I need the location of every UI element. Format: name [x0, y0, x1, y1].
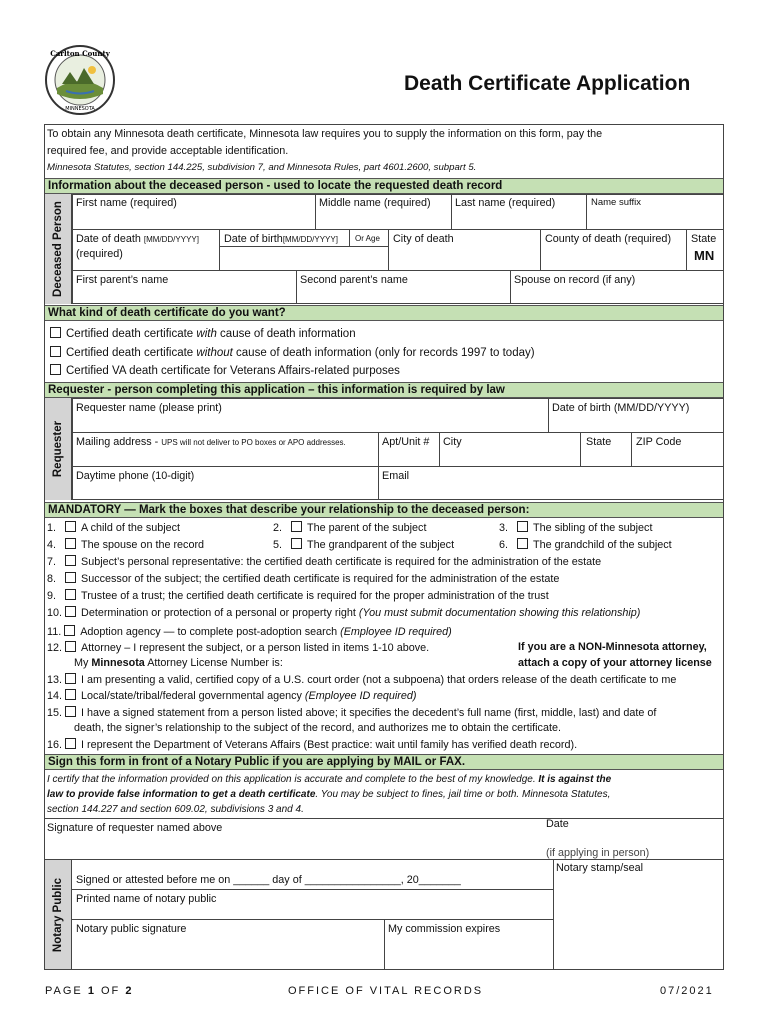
certify-line-1 [47, 774, 611, 786]
date-of-death-label [76, 233, 199, 245]
checkbox[interactable] [65, 538, 76, 549]
item-num: 13. [47, 674, 63, 686]
cert2-a: law to provide false information to get a death certificate [47, 789, 316, 800]
relationship-item-10[interactable] [47, 606, 640, 619]
checkbox[interactable] [65, 572, 76, 583]
cert1-a: I certify that the information provided on this application is accurate and complete to the best of my knowledge. [47, 774, 539, 785]
cert2-b: . You may be subject to fines, jail time or both. Minnesota Statutes, [315, 789, 611, 800]
dod-format: [MM/DD/YYYY] [143, 235, 199, 244]
relationship-item-4[interactable] [47, 538, 204, 551]
item-text: Adoption agency — to complete post-adoption search [80, 626, 341, 638]
name-suffix-label: Name suffix [591, 197, 641, 208]
checkbox[interactable] [65, 706, 76, 717]
date-of-birth-label [224, 233, 338, 245]
commission-label[interactable]: My commission expires [388, 923, 501, 935]
checkbox[interactable] [50, 327, 61, 338]
item-em: (You must submit documentation showing this relationship) [358, 607, 641, 619]
state-value: MN [694, 248, 715, 263]
date-label: Date [546, 818, 569, 830]
county-of-death-label: County of death (required) [545, 233, 672, 245]
apt-label: Apt/Unit # [382, 436, 430, 448]
page-prefix: PAGE [45, 985, 88, 997]
signature-field[interactable] [45, 820, 545, 858]
svg-text:MINNESOTA: MINNESOTA [65, 106, 95, 112]
certify-line-3: section 144.227 and section 609.02, subdivisions 3 and 4. [47, 804, 304, 815]
opt2-em: without [196, 347, 233, 359]
checkbox[interactable] [517, 521, 528, 532]
item-text: Subject’s personal representative: the certified death certificate is required for the administration of the estate [81, 556, 602, 568]
notary-signed-line[interactable]: Signed or attested before me on ______ day of ________________, 20_______ [76, 874, 461, 886]
item-num: 10. [47, 607, 63, 619]
checkbox[interactable] [517, 538, 528, 549]
item-num: 6. [499, 539, 509, 551]
relationship-item-1[interactable] [47, 521, 180, 534]
notary-stamp-label: Notary stamp/seal [556, 862, 644, 874]
relationship-item-11[interactable] [47, 625, 452, 638]
page-title: Death Certificate Application [404, 72, 691, 95]
opt2-text: Certified death certificate [66, 347, 197, 359]
checkbox[interactable] [65, 555, 76, 566]
opt2-text-b: cause of death information (only for records 1997 to today) [232, 347, 535, 359]
relationship-item-8[interactable] [47, 572, 559, 585]
item-num: 3. [499, 522, 509, 534]
opt1-text-b: cause of death information [216, 328, 356, 340]
opt3-text: Certified VA death certificate for Veterans Affairs-related purposes [66, 365, 400, 377]
item-text: The sibling of the subject [533, 522, 653, 534]
certificate-type-heading: What kind of death certificate do you want? [45, 305, 723, 321]
item-num: 2. [273, 522, 283, 534]
mandatory-heading: MANDATORY — Mark the boxes that describe your relationship to the deceased person: [45, 502, 723, 518]
item-text: The grandchild of the subject [533, 539, 672, 551]
relationship-item-9[interactable] [47, 589, 549, 602]
dob-format: [MM/DD/YYYY] [282, 235, 338, 244]
deceased-side-label [45, 194, 72, 304]
in-person-note: (if applying in person) [546, 847, 650, 859]
notary-signature-label[interactable]: Notary public signature [76, 923, 187, 935]
carlton-county-seal-logo [44, 44, 116, 116]
opt1-text: Certified death certificate [66, 328, 197, 340]
page-number [45, 985, 133, 998]
attorney-note-1: If you are a NON-Minnesota attorney, [518, 641, 707, 653]
item-num: 9. [47, 590, 57, 602]
cert1-b: It is against the [538, 774, 612, 785]
item-num: 12. [47, 642, 63, 654]
dod-text: Date of death [76, 233, 141, 245]
last-name-label: Last name (required) [455, 197, 556, 209]
checkbox[interactable] [64, 625, 75, 636]
state-label: State [691, 233, 717, 245]
item-text: Local/state/tribal/federal governmental agency [81, 690, 305, 702]
item-num: 4. [47, 539, 57, 551]
item-text: Attorney – I represent the subject, or a person listed in items 1-10 above. [81, 642, 430, 654]
item-num: 7. [47, 556, 57, 568]
item-text: Determination or protection of a personal or property right [81, 607, 359, 619]
dod-required: (required) [76, 248, 123, 260]
item-text: A child of the subject [81, 522, 181, 534]
notary-printed-name-label[interactable]: Printed name of notary public [76, 893, 217, 905]
mailing-address-label [76, 436, 346, 448]
checkbox[interactable] [65, 738, 76, 749]
relationship-item-12[interactable] [47, 641, 429, 654]
requester-dob-label: Date of birth (MM/DD/YYYY) [552, 402, 690, 414]
item-text: The parent of the subject [307, 522, 427, 534]
revision-date: 07/2021 [660, 985, 714, 997]
mailing-text: Mailing address - [76, 436, 162, 448]
dob-divider [219, 246, 389, 247]
deceased-side-text: Deceased Person [52, 201, 64, 297]
dob-text: Date of birth [224, 233, 283, 245]
deceased-section-heading: Information about the deceased person - used to locate the requested death record [45, 178, 723, 194]
item-text: Successor of the subject; the certified death certificate is required for the administration of the estate [81, 573, 560, 585]
notary-side-label [45, 860, 72, 969]
checkbox[interactable] [65, 521, 76, 532]
relationship-item-5[interactable] [273, 538, 454, 551]
signature-heading: Sign this form in front of a Notary Public if you are applying by MAIL or FAX. [45, 754, 723, 770]
notary-column-divider [384, 919, 385, 969]
attorney-note-2: attach a copy of your attorney license [518, 657, 712, 669]
requester-state-label: State [586, 436, 612, 448]
email-field[interactable] [378, 466, 724, 500]
page-total: 2 [125, 985, 134, 997]
option-with-cause[interactable] [50, 327, 356, 341]
middle-name-label: Middle name (required) [319, 197, 431, 209]
zip-label: ZIP Code [636, 436, 682, 448]
notary-row-divider-1 [72, 889, 554, 890]
checkbox[interactable] [65, 673, 76, 684]
intro-statute: Minnesota Statutes, section 144.225, subdivision 7, and Minnesota Rules, part 4601.2600, subpart 5. [47, 162, 477, 173]
notary-row-divider-2 [72, 919, 554, 920]
option-va[interactable] [50, 364, 400, 378]
relationship-item-15[interactable] [47, 706, 656, 719]
item-num: 5. [273, 539, 283, 551]
item-text: I am presenting a valid, certified copy of a U.S. court order (not a subpoena) that orders release of the death certificate to me [81, 674, 677, 686]
checkbox[interactable] [50, 346, 61, 357]
item-text: The grandparent of the subject [307, 539, 455, 551]
mailing-note: UPS will not deliver to PO boxes or APO addresses. [161, 438, 346, 447]
relationship-item-16[interactable] [47, 738, 577, 751]
or-age-label: Or Age [355, 234, 380, 243]
requester-side-text: Requester [52, 420, 64, 478]
notary-side-text: Notary Public [52, 877, 64, 952]
relationship-item-2[interactable] [273, 521, 426, 534]
page-num: 1 [87, 985, 96, 997]
first-parent-label: First parent’s name [76, 274, 169, 286]
page-of: OF [95, 985, 126, 997]
notary-stamp-area [553, 859, 724, 970]
opt1-em: with [196, 328, 217, 340]
item-num: 14. [47, 690, 63, 702]
item-text: Trustee of a trust; the certified death certificate is required for the proper administration of the trust [81, 590, 549, 602]
option-without-cause[interactable] [50, 346, 535, 360]
second-parent-label: Second parent’s name [300, 274, 408, 286]
checkbox[interactable] [291, 521, 302, 532]
item-text: I have a signed statement from a person listed above; it specifies the decedent’s full name (first, middle, last) and date of [81, 707, 657, 719]
item-15-line-2: death, the signer’s relationship to the subject of the record, and authorizes me to obtain the certificate. [74, 722, 561, 734]
item-em: (Employee ID required) [340, 626, 452, 638]
requester-side-label [45, 398, 72, 500]
relationship-item-13[interactable] [47, 673, 676, 686]
signature-label: Signature of requester named above [47, 822, 223, 834]
checkbox[interactable] [65, 589, 76, 600]
checkbox[interactable] [50, 364, 61, 375]
relationship-item-3[interactable] [499, 521, 652, 534]
item-num: 8. [47, 573, 57, 585]
checkbox[interactable] [65, 689, 76, 700]
city-label: City [443, 436, 462, 448]
attorney-license-line [74, 657, 283, 669]
requester-heading: Requester - person completing this application – this information is required by law [45, 382, 723, 398]
relationship-item-14[interactable] [47, 689, 417, 702]
license-text-c: Attorney License Number is: [144, 657, 283, 669]
item-num: 16. [47, 739, 63, 751]
relationship-item-6[interactable] [499, 538, 672, 551]
phone-label: Daytime phone (10-digit) [76, 470, 195, 482]
spouse-label: Spouse on record (if any) [514, 274, 636, 286]
intro-line-1: To obtain any Minnesota death certificate, Minnesota law requires you to supply the information on this form, pay the [47, 128, 603, 140]
checkbox[interactable] [65, 641, 76, 652]
office-name: OFFICE OF VITAL RECORDS [288, 985, 484, 997]
checkbox[interactable] [291, 538, 302, 549]
certify-line-2 [47, 789, 610, 801]
item-num: 15. [47, 707, 63, 719]
item-em: (Employee ID required) [304, 690, 417, 702]
first-name-label: First name (required) [76, 197, 177, 209]
item-num: 1. [47, 522, 57, 534]
item-num: 11. [47, 626, 62, 638]
license-text-b: Minnesota [91, 657, 145, 669]
relationship-item-7[interactable] [47, 555, 601, 568]
intro-line-2: required fee, and provide acceptable identification. [47, 145, 289, 157]
svg-text:Carlton County: Carlton County [50, 49, 110, 58]
license-text-a: My [74, 657, 92, 669]
checkbox[interactable] [65, 606, 76, 617]
item-text: I represent the Department of Veterans Affairs (Best practice: wait until family has verified death record). [81, 739, 578, 751]
item-text: The spouse on the record [81, 539, 205, 551]
city-of-death-label: City of death [393, 233, 454, 245]
signature-divider [45, 818, 723, 819]
email-label: Email [382, 470, 409, 482]
requester-name-label: Requester name (please print) [76, 402, 222, 414]
